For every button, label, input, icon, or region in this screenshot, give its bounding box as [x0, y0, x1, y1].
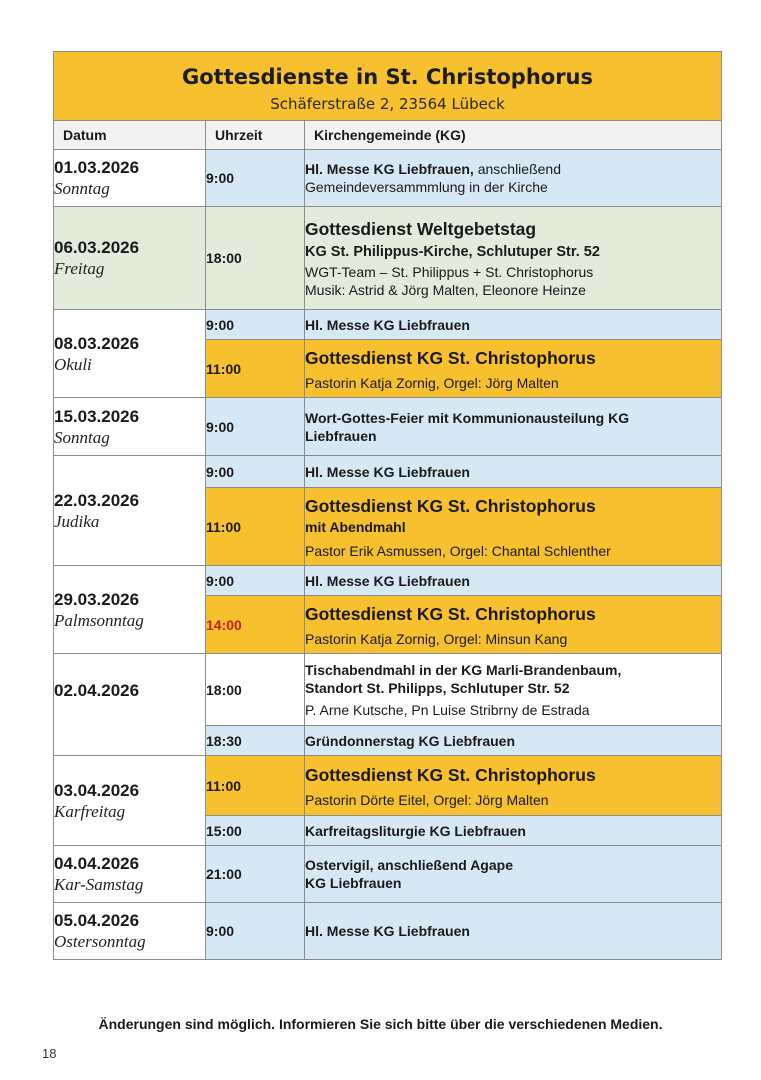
time-cell: 18:00 [206, 207, 305, 310]
event-cell [305, 340, 722, 398]
event-cell: Hl. Messe KG Liebfrauen [305, 310, 722, 340]
event-title: Gottesdienst KG St. Christophorus [305, 603, 596, 624]
time-cell: 21:00 [206, 846, 305, 903]
day-name: Sonntag [54, 427, 110, 447]
date: 29.03.2026 [54, 589, 140, 609]
event-detail: Pastor Erik Asmussen, Orgel: Chantal Schlenther [305, 542, 611, 559]
table-row [54, 654, 722, 726]
table-row [54, 398, 722, 456]
day-name: Kar-Samstag [54, 875, 144, 894]
table-row [54, 207, 722, 310]
page-title: Gottesdienste in St. Christophorus [182, 65, 594, 89]
date: 05.04.2026 [54, 911, 140, 930]
event-cell [305, 398, 722, 456]
time-cell: 9:00 [206, 310, 305, 340]
time-cell: 18:30 [206, 726, 305, 756]
time-cell: 9:00 [206, 150, 305, 207]
event-detail: WGT-Team – St. Philippus + St. Christophorus [305, 264, 594, 280]
event-title: KG Liebfrauen [305, 875, 402, 891]
event-cell: Hl. Messe KG Liebfrauen [305, 903, 722, 960]
event-detail: Pastorin Dörte Eitel, Orgel: Jörg Malten [305, 791, 549, 808]
date: 04.04.2026 [54, 854, 140, 873]
date-cell [54, 310, 206, 398]
event-cell: Hl. Messe KG Liebfrauen [305, 566, 722, 596]
time-cell: 9:00 [206, 903, 305, 960]
column-header-row [54, 121, 722, 150]
date: 01.03.2026 [54, 158, 140, 177]
date-cell [54, 756, 206, 846]
event-detail: Musik: Astrid & Jörg Malten, Eleonore Heinze [305, 282, 586, 298]
date-cell [54, 566, 206, 654]
column-header-date: Datum [54, 121, 206, 150]
event-detail: Pastorin Katja Zornig, Orgel: Minsun Kang [305, 630, 568, 647]
event-cell [305, 150, 722, 207]
event-title: Gottesdienst KG St. Christophorus [305, 347, 596, 368]
time-cell: 11:00 [206, 488, 305, 566]
time-cell: 18:00 [206, 654, 305, 726]
date: 02.04.2026 [54, 681, 140, 700]
event-cell [305, 596, 722, 654]
date-cell [54, 846, 206, 903]
event-cell [305, 756, 722, 816]
event-title: Gottesdienst KG St. Christophorus [305, 495, 596, 516]
date: 15.03.2026 [54, 406, 140, 426]
date-cell [54, 398, 206, 456]
date-cell [54, 903, 206, 960]
date-cell [54, 654, 206, 756]
date-cell [54, 456, 206, 566]
event-cell [305, 207, 722, 310]
date-cell [54, 207, 206, 310]
event-title: Liebfrauen [305, 427, 377, 444]
event-cell [305, 654, 722, 726]
date: 22.03.2026 [54, 490, 140, 510]
footer-note: Änderungen sind möglich. Informieren Sie sich bitte über die verschiedenen Medien. [98, 1016, 663, 1032]
event-cell: Gründonnerstag KG Liebfrauen [305, 726, 722, 756]
event-title: Ostervigil, anschließend Agape [305, 857, 513, 873]
day-name: Ostersonntag [54, 932, 146, 951]
event-detail: Pastorin Katja Zornig, Orgel: Jörg Malten [305, 374, 559, 391]
day-name: Okuli [54, 354, 92, 374]
column-header-time: Uhrzeit [206, 121, 305, 150]
day-name: Sonntag [54, 179, 110, 198]
event-cell: Hl. Messe KG Liebfrauen [305, 456, 722, 488]
schedule-table [53, 51, 722, 960]
day-name: Palmsonntag [54, 610, 144, 630]
date: 03.04.2026 [54, 780, 140, 800]
event-text: anschließend [473, 161, 561, 177]
day-name: Karfreitag [54, 801, 126, 821]
event-title: Gottesdienst Weltgebetstag [305, 219, 537, 239]
event-location: KG St. Philippus-Kirche, Schlutuper Str. 52 [305, 244, 600, 260]
event-title: Gottesdienst KG St. Christophorus [305, 764, 596, 785]
table-row [54, 903, 722, 960]
table-row [54, 150, 722, 207]
event-subtitle: mit Abendmahl [305, 518, 406, 535]
address: Schäferstraße 2, 23564 Lübeck [270, 95, 505, 113]
time-cell: 15:00 [206, 816, 305, 846]
title-row [54, 52, 722, 121]
event-cell [305, 846, 722, 903]
page-number: 18 [42, 1046, 57, 1061]
table-row [54, 456, 722, 488]
time-cell: 9:00 [206, 398, 305, 456]
event-detail: Gemeindeversammmlung in der Kirche [305, 179, 548, 195]
title-banner [54, 52, 722, 121]
date: 08.03.2026 [54, 333, 140, 353]
time-cell: 9:00 [206, 566, 305, 596]
day-name: Freitag [54, 259, 105, 278]
event-title: Tischabendmahl in der KG Marli-Brandenbaum, [305, 661, 622, 678]
time-cell: 11:00 [206, 340, 305, 398]
table-row [54, 566, 722, 596]
day-name: Judika [54, 511, 100, 531]
time-cell: 11:00 [206, 756, 305, 816]
time-cell: 9:00 [206, 456, 305, 488]
date-cell [54, 150, 206, 207]
event-title: Hl. Messe KG Liebfrauen, [305, 161, 474, 177]
event-detail: P. Arne Kutsche, Pn Luise Stribrny de Estrada [305, 701, 590, 718]
table-row [54, 846, 722, 903]
column-header-congregation: Kirchengemeinde (KG) [305, 121, 722, 150]
date: 06.03.2026 [54, 238, 140, 257]
event-cell [305, 488, 722, 566]
time-cell-highlighted: 14:00 [206, 596, 305, 654]
table-row [54, 310, 722, 340]
event-cell: Karfreitagsliturgie KG Liebfrauen [305, 816, 722, 846]
event-location: Standort St. Philipps, Schlutuper Str. 52 [305, 679, 570, 696]
table-row [54, 756, 722, 816]
event-title: Wort-Gottes-Feier mit Kommunionausteilung KG [305, 409, 630, 426]
